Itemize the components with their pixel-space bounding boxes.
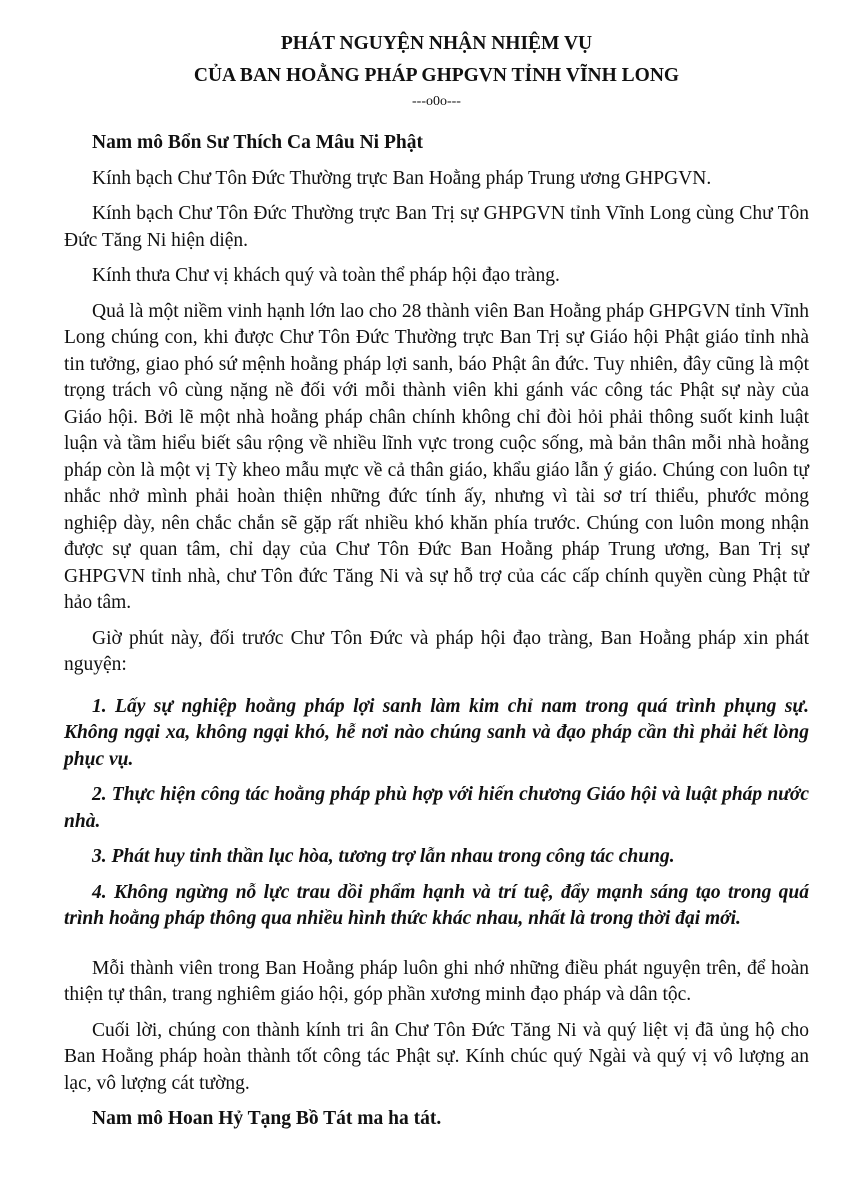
title-line-1: PHÁT NGUYỆN NHẬN NHIỆM VỤ xyxy=(280,33,593,54)
paragraph-1: Quả là một niềm vinh hạnh lớn lao cho 28 thành viên Ban Hoằng pháp GHPGVN tỉnh Vĩnh Long chúng con, khi được Chư Tôn Đức Thường trực Ban Trị sự Giáo hội Phật giáo tỉnh nhà tin tưởng, giao phó sứ mệnh hoằng pháp lợi sanh, báo Phật ân đức. Tuy nhiên, đây cũng là một trọng trách vô cùng nặng nề đối với mỗi thành viên khi gánh vác công tác Phật sự này của Giáo hội. Bởi lẽ một nhà hoằng pháp chân chính không chỉ đòi hỏi phải thông suốt kinh luật luận và tầm hiểu biết sâu rộng về nhiều lĩnh vực trong cuộc sống, mà bản thân mỗi nhà hoằng pháp còn là một vị Tỳ kheo mẫu mực về cả thân giáo, khẩu giáo lẫn ý giáo. Chúng con luôn tự nhắc nhở mình phải hoàn thiện những đức tính ấy, nhưng vì tài sơ trí thiểu, phước mỏng nghiệp dày, nên chắc chắn sẽ gặp rất nhiều khó khăn phía trước. Chúng con luôn mong nhận được sự quan tâm, chỉ dạy của Chư Tôn Đức Ban Hoằng pháp Trung ương, Ban Trị sự GHPGVN tỉnh nhà, chư Tôn đức Tăng Ni và sự hỗ trợ của các cấp chính quyền cùng Phật tử hảo tâm. xyxy=(64,300,809,613)
greeting-2: Kính bạch Chư Tôn Đức Thường trực Ban Trị sự GHPGVN tỉnh Vĩnh Long cùng Chư Tôn Đức Tăng Ni hiện diện. xyxy=(64,203,809,251)
vow-4: 4. Không ngừng nỗ lực trau dồi phẩm hạnh và trí tuệ, đẩy mạnh sáng tạo trong quá trình hoằng pháp thông qua nhiều hình thức khác nhau, nhất là trong thời đại mới. xyxy=(64,881,809,929)
closing: Nam mô Hoan Hỷ Tạng Bồ Tát ma ha tát. xyxy=(92,1108,442,1129)
document-body xyxy=(64,130,809,1133)
separator: ---o0o--- xyxy=(412,94,461,109)
greeting-1: Kính bạch Chư Tôn Đức Thường trực Ban Hoằng pháp Trung ương GHPGVN. xyxy=(92,167,712,189)
vow-1: 1. Lấy sự nghiệp hoằng pháp lợi sanh làm kim chỉ nam trong quá trình phụng sự. Không ngại xa, không ngại khó, hễ nơi nào chúng sanh và đạo pháp cần thì phải hết lòng phục vụ. xyxy=(64,695,809,770)
vow-3: 3. Phát huy tinh thần lục hòa, tương trợ lẫn nhau trong công tác chung. xyxy=(92,846,675,867)
greeting-3: Kính thưa Chư vị khách quý và toàn thể pháp hội đạo tràng. xyxy=(92,265,560,286)
document-page xyxy=(64,28,809,1142)
vow-2: 2. Thực hiện công tác hoằng pháp phù hợp với hiến chương Giáo hội và luật pháp nước nhà. xyxy=(64,784,809,832)
paragraph-2: Giờ phút này, đối trước Chư Tôn Đức và pháp hội đạo tràng, Ban Hoằng pháp xin phát nguyện: xyxy=(64,627,809,675)
paragraph-3: Mỗi thành viên trong Ban Hoằng pháp luôn ghi nhớ những điều phát nguyện trên, để hoàn thiện tự thân, trang nghiêm giáo hội, góp phần xương minh đạo pháp và dân tộc. xyxy=(64,957,809,1005)
invocation: Nam mô Bổn Sư Thích Ca Mâu Ni Phật xyxy=(92,132,423,153)
title-line-2: CỦA BAN HOẰNG PHÁP GHPGVN TỈNH VĨNH LONG xyxy=(193,65,680,86)
paragraph-4: Cuối lời, chúng con thành kính tri ân Chư Tôn Đức Tăng Ni và quý liệt vị đã ủng hộ cho Ban Hoằng pháp hoàn thành tốt công tác Phật sự. Kính chúc quý Ngài và quý vị vô lượng an lạc, vô lượng cát tường. xyxy=(64,1019,809,1094)
